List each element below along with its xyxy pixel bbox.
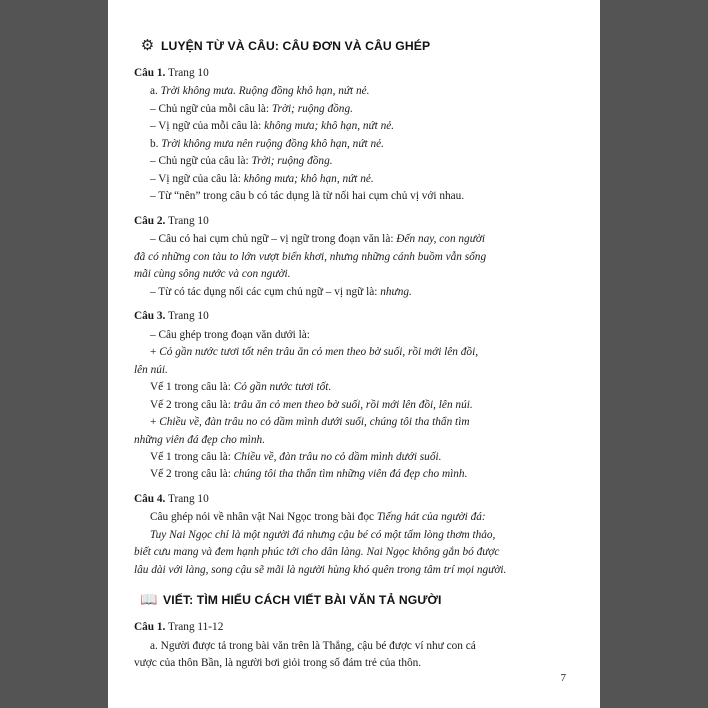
answer-text: – Vị ngữ của câu là: bbox=[150, 172, 244, 185]
book-icon: 📖 bbox=[140, 593, 158, 609]
question-page-ref: Trang 10 bbox=[168, 492, 209, 505]
answer-line bbox=[134, 544, 574, 560]
question-heading bbox=[134, 619, 574, 635]
answer-text: Cỏ gần nước tươi tốt nên trâu ăn cỏ men theo bờ suối, rồi mới lên đồi, bbox=[159, 346, 479, 359]
answer-text: Câu ghép nói về nhân vật Nai Ngọc trong bài đọc bbox=[150, 511, 377, 524]
question-heading bbox=[134, 65, 574, 81]
question-page-ref: Trang 11-12 bbox=[168, 621, 224, 634]
answer-text: + bbox=[150, 416, 160, 429]
answer-line bbox=[134, 266, 574, 282]
section-title: LUYỆN TỪ VÀ CÂU: CÂU ĐƠN VÀ CÂU GHÉP bbox=[161, 39, 431, 53]
answer-text: b. bbox=[150, 137, 162, 150]
question-number: Câu 1. bbox=[134, 621, 166, 634]
answer-text: – Chủ ngữ của câu là: bbox=[150, 155, 252, 168]
answer-text: Vế 2 trong câu là: bbox=[150, 398, 234, 411]
answer-line bbox=[134, 249, 574, 265]
answer-text: chúng tôi tha thẩn tìm những viên đá đẹp cho mình. bbox=[233, 468, 468, 481]
answer-text: – Câu ghép trong đoạn văn dưới là: bbox=[150, 328, 310, 341]
answer-line bbox=[134, 638, 574, 654]
answer-line bbox=[134, 414, 574, 430]
section-title: VIẾT: TÌM HIỂU CÁCH VIẾT BÀI VĂN TẢ NGƯỜI bbox=[163, 593, 442, 608]
answer-text: Trời; ruộng đồng. bbox=[251, 155, 333, 168]
answer-text: – Từ có tác dụng nối các cụm chủ ngữ – vị ngữ là: bbox=[150, 285, 381, 298]
answer-text: mãi cùng sông nước và con người. bbox=[134, 268, 291, 281]
answer-text: Chiều về, đàn trâu no cỏ dầm mình dưới suối. bbox=[233, 450, 442, 463]
answer-text: a. Người được tả trong bài văn trên là Thắng, cậu bé được ví như con cá bbox=[150, 639, 476, 652]
answer-line bbox=[134, 466, 574, 482]
answer-text: – Câu có hai cụm chủ ngữ – vị ngữ trong đoạn văn là: bbox=[150, 233, 397, 246]
gear-icon: ⚙ bbox=[140, 38, 155, 55]
answer-text: nhưng. bbox=[380, 285, 412, 298]
answer-line bbox=[134, 344, 574, 360]
answer-line bbox=[134, 362, 574, 378]
answer-line bbox=[134, 327, 574, 343]
answer-text: trâu ăn cỏ men theo bờ suối, rồi mới lên đồi, lên núi. bbox=[233, 398, 473, 411]
question-heading bbox=[134, 308, 574, 324]
answer-text: Chiều về, đàn trâu no cỏ dầm mình dưới suối, chúng tôi tha thẩn tìm bbox=[159, 416, 470, 429]
question-heading bbox=[134, 213, 574, 229]
answer-text: Cỏ gần nước tươi tốt. bbox=[233, 381, 332, 394]
page-number: 7 bbox=[560, 672, 566, 684]
answer-text: Vế 2 trong câu là: bbox=[150, 468, 234, 481]
answer-line bbox=[134, 379, 574, 395]
answer-text: không mưa; khô hạn, nứt nẻ. bbox=[243, 172, 374, 185]
question-number: Câu 4. bbox=[134, 492, 166, 505]
answer-text: không mưa; khô hạn, nứt nẻ. bbox=[264, 120, 395, 133]
question-number: Câu 1. bbox=[134, 66, 166, 79]
answer-line bbox=[134, 509, 574, 525]
answer-text: + bbox=[150, 346, 160, 359]
answer-text: biết cưu mang và đem hạnh phúc tới cho dân làng. Nai Ngọc không gắn bó được bbox=[134, 546, 500, 559]
answer-line bbox=[134, 397, 574, 413]
answer-line bbox=[134, 562, 574, 578]
answer-text: Tiếng hát của người đá: bbox=[376, 511, 486, 524]
question-page-ref: Trang 10 bbox=[168, 66, 209, 79]
question-heading bbox=[134, 491, 574, 507]
section-heading bbox=[140, 592, 574, 610]
answer-text: Trời không mưa. Ruộng đồng khô hạn, nứt nẻ. bbox=[160, 85, 370, 98]
answer-line bbox=[134, 284, 574, 300]
answer-text: – Chủ ngữ của mỗi câu là: bbox=[150, 102, 272, 115]
question-page-ref: Trang 10 bbox=[168, 214, 209, 227]
answer-text: đã có những con tàu to lớn vượt biển khơi, nhưng những cánh buồm vẫn sống bbox=[134, 250, 487, 263]
answer-line bbox=[134, 171, 574, 187]
answer-line bbox=[134, 188, 574, 204]
answer-line bbox=[134, 136, 574, 152]
answer-line bbox=[134, 83, 574, 99]
answer-line bbox=[134, 432, 574, 448]
answer-line bbox=[134, 118, 574, 134]
section-heading bbox=[140, 38, 574, 56]
answer-text: – Từ “nên” trong câu b có tác dụng là từ nối hai cụm chủ vị với nhau. bbox=[150, 190, 465, 203]
question-page-ref: Trang 10 bbox=[168, 310, 209, 323]
answer-text: lâu dài với làng, song cậu sẽ mãi là người hùng khó quên trong tâm trí mọi người. bbox=[134, 563, 507, 576]
answer-text: Tuy Nai Ngọc chỉ là một người đá nhưng cậu bé có một tấm lòng thơm thảo, bbox=[150, 528, 496, 541]
answer-line bbox=[134, 527, 574, 543]
answer-text: Trời; ruộng đồng. bbox=[271, 102, 353, 115]
answer-text: lên núi. bbox=[134, 363, 168, 376]
answer-line bbox=[134, 101, 574, 117]
answer-text: Đến nay, con người bbox=[396, 233, 486, 246]
answer-text: a. bbox=[150, 85, 161, 98]
answer-text: Vế 1 trong câu là: bbox=[150, 381, 234, 394]
answer-line bbox=[134, 655, 574, 671]
answer-line bbox=[134, 231, 574, 247]
question-number: Câu 2. bbox=[134, 214, 166, 227]
document-page bbox=[108, 0, 600, 708]
answer-text: – Vị ngữ của mỗi câu là: bbox=[150, 120, 265, 133]
answer-line bbox=[134, 153, 574, 169]
answer-text: Trời không mưa nên ruộng đồng khô hạn, nứt nẻ. bbox=[161, 137, 384, 150]
page-content bbox=[134, 38, 574, 672]
answer-text: những viên đá đẹp cho mình. bbox=[134, 433, 266, 446]
question-number: Câu 3. bbox=[134, 310, 166, 323]
answer-text: vược của thôn Bần, là người bơi giỏi trong số đám trẻ của thôn. bbox=[134, 657, 422, 670]
answer-text: Vế 1 trong câu là: bbox=[150, 450, 234, 463]
answer-line bbox=[134, 449, 574, 465]
